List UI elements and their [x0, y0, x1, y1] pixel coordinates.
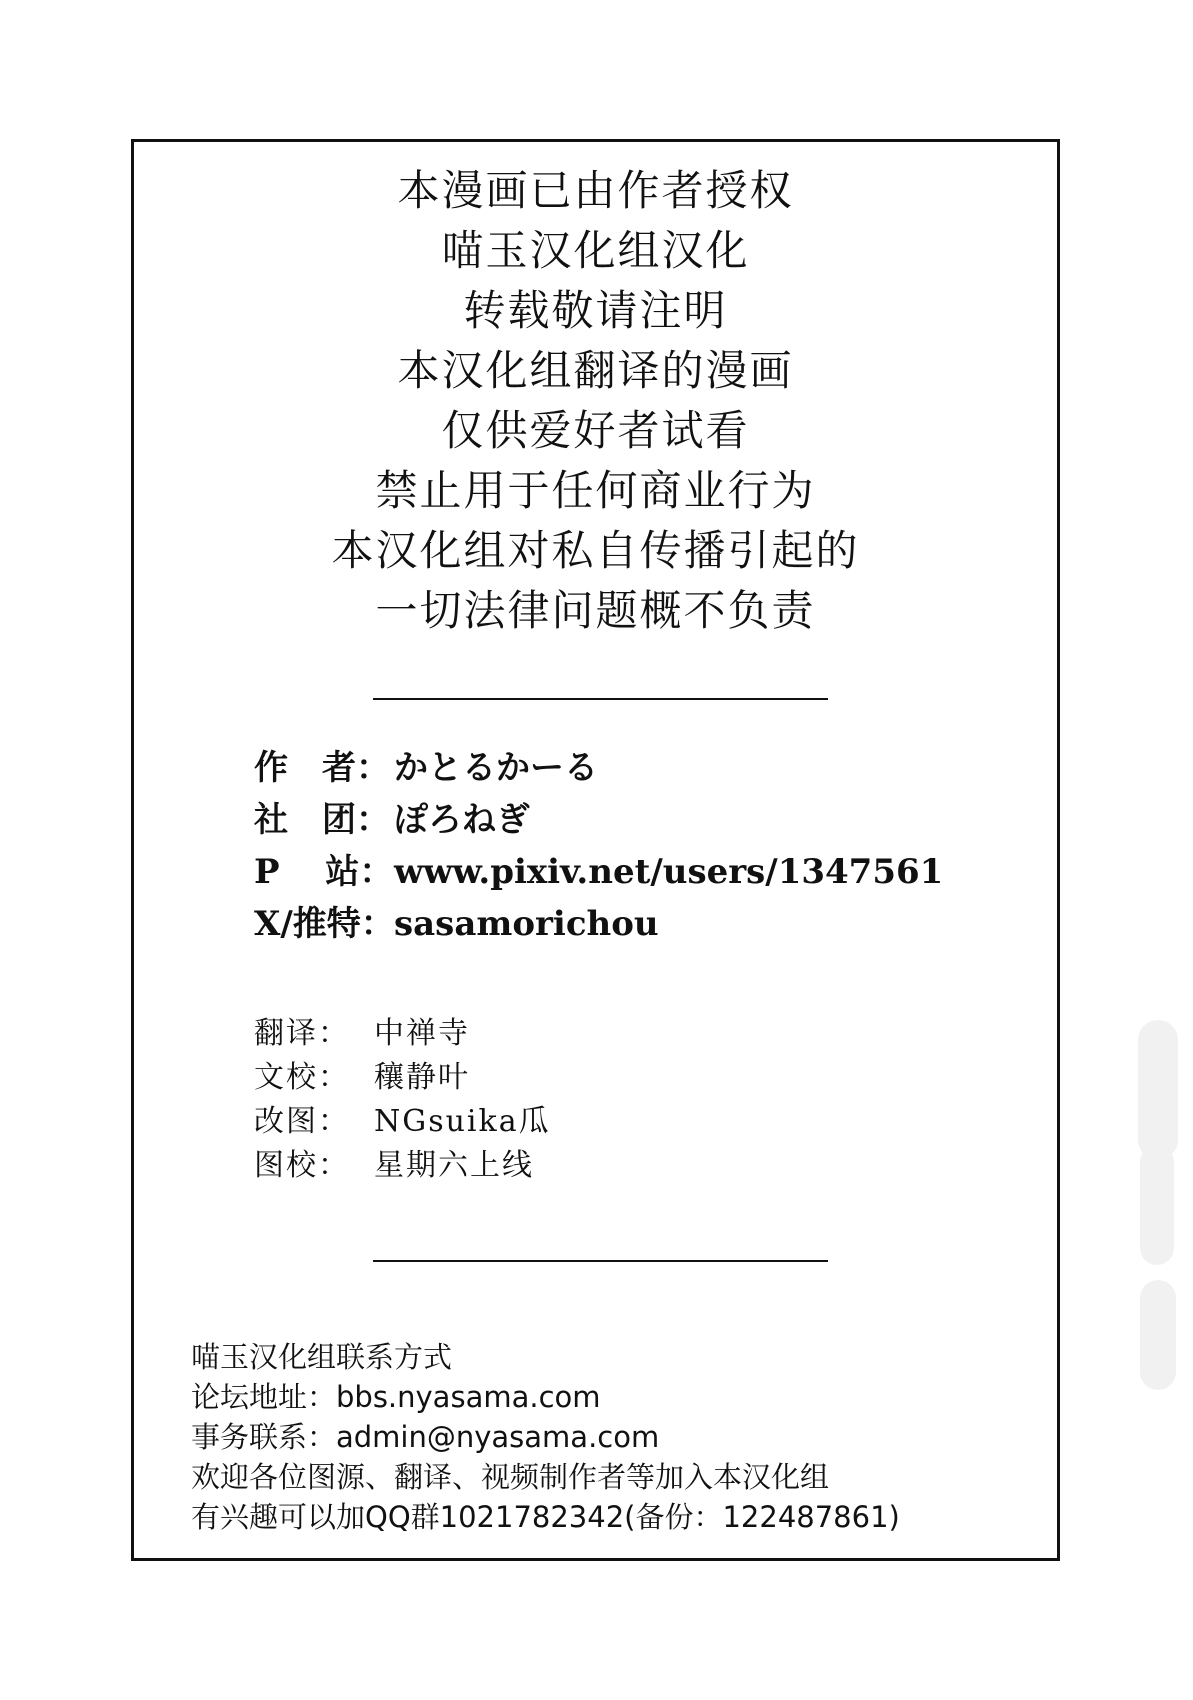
notice-line: 一切法律问题概不负责: [375, 586, 816, 635]
forum-address: 论坛地址：bbs.nyasama.com: [191, 1380, 601, 1414]
recruit-text: 欢迎各位图源、翻译、视频制作者等加入本汉化组: [191, 1460, 830, 1494]
notice-line: 本汉化组对私自传播引起的: [331, 526, 860, 575]
translation-row: [254, 1012, 551, 1056]
circle-row: [254, 794, 943, 846]
pixiv-row: [254, 846, 943, 898]
contact-email: 事务联系：admin@nyasama.com: [191, 1420, 660, 1454]
pixiv-label: P 站：: [254, 852, 394, 892]
qc-label: 图校：: [254, 1148, 350, 1183]
edit-label: 改图：: [254, 1104, 350, 1139]
twitter-row: [254, 898, 943, 950]
scan-shadow: [1140, 1280, 1176, 1390]
license-notice: [134, 142, 1057, 641]
contact-title: 喵玉汉化组联系方式: [191, 1340, 453, 1374]
scan-shadow: [1140, 1145, 1174, 1265]
qq-group: 有兴趣可以加QQ群1021782342(备份：122487861): [191, 1500, 900, 1534]
twitter-handle: sasamorichou: [394, 904, 659, 944]
notice-line: 喵玉汉化组汉化: [441, 226, 750, 275]
qc-value: 星期六上线: [374, 1148, 534, 1183]
notice-line: 本漫画已由作者授权: [397, 166, 794, 215]
contact-info: [191, 1337, 900, 1537]
edit-row: [254, 1100, 551, 1144]
qc-row: [254, 1144, 551, 1188]
circle-label: 社 团：: [254, 800, 390, 840]
pixiv-url: www.pixiv.net/users/1347561: [394, 852, 944, 892]
original-credits: [254, 742, 943, 950]
twitter-label: X/推特：: [254, 904, 395, 944]
edit-value: NGsuika瓜: [374, 1104, 551, 1139]
credits-frame: [131, 139, 1060, 1561]
author-label: 作 者：: [254, 748, 390, 788]
author-row: [254, 742, 943, 794]
scan-shadow: [1138, 1020, 1178, 1160]
translation-value: 中禅寺: [374, 1016, 470, 1051]
notice-line: 本汉化组翻译的漫画: [397, 346, 794, 395]
proofread-row: [254, 1056, 551, 1100]
notice-line: 仅供爱好者试看: [441, 406, 750, 455]
circle-value: ぽろねぎ: [394, 800, 530, 840]
notice-line: 禁止用于任何商业行为: [375, 466, 816, 515]
author-value: かとるかーる: [394, 748, 598, 788]
staff-credits: [254, 1012, 551, 1188]
proofread-label: 文校：: [254, 1060, 350, 1095]
translation-label: 翻译：: [254, 1016, 350, 1051]
proofread-value: 穰静叶: [374, 1060, 470, 1095]
divider: [373, 698, 828, 700]
divider: [373, 1260, 828, 1262]
notice-line: 转载敬请注明: [463, 286, 728, 335]
